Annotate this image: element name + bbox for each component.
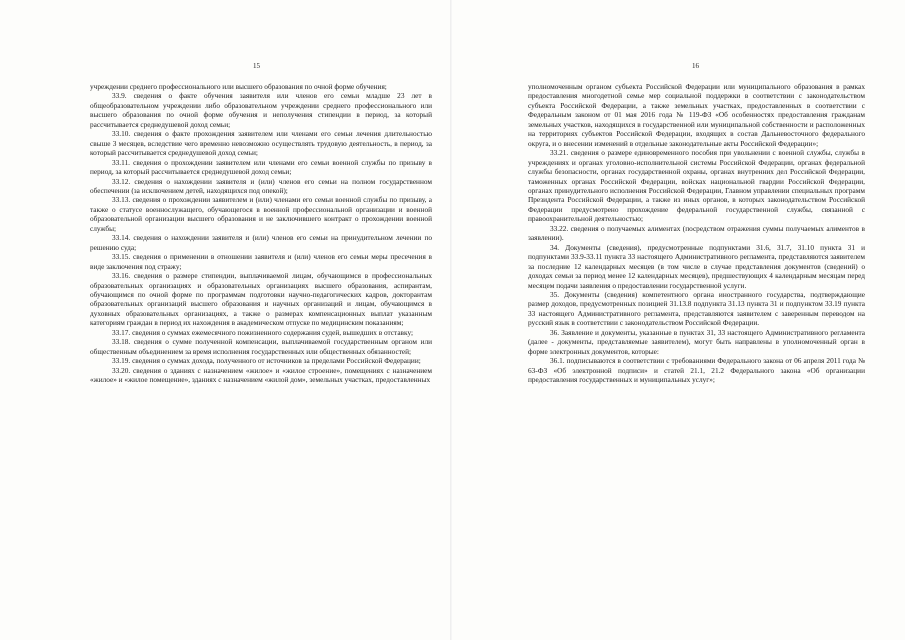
paragraph: 33.19. сведения о суммах дохода, полученного от источников за пределами Российской Федерации; xyxy=(112,356,421,366)
paragraph: 34. Документы (сведения), предусмотренные подпунктами 31.6, 31.7, 31.10 пункта 31 и подпунктами 33.9-33.11 пункта 33 настоящего Административного регламента, представляются заявителем за последние 12 календарных месяцев (в том числе в случае представления документов (сведений) о доходах семьи за период менее 12 календарных месяцев), предшествующих 4 календарным месяцам перед месяцем подачи заявления о предоставлении государственной услуги. xyxy=(528,242,865,290)
page-right xyxy=(452,0,905,640)
paragraph: 33.12. сведения о нахождении заявителя и (или) членов его семьи на полном государственном обеспечении (за исключением детей, находящихся под опекой); xyxy=(90,176,432,195)
paragraph: учреждении среднего профессионального или высшего образования по очной форме обучения; xyxy=(90,82,387,91)
page-body xyxy=(90,82,432,385)
paragraph: 33.20. сведения о зданиях с назначением «жилое» и «жилое строение», помещениях с назначением «жилое» и «жилое помещение», зданиях с назначением «жилой дом», земельных участках, предоставленных xyxy=(90,365,432,385)
paragraph: 33.9. сведения о факте обучения заявителя или членов его семьи младше 23 лет в общеобразовательном учреждении либо образовательном учреждении среднего профессионального или высшего образования по очной форме обучения и неполучения стипендии в период, за который рассчитывается среднедушевой доход семьи; xyxy=(90,91,432,129)
paragraph: 36.1. подписываются в соответствии с требованиями Федерального закона от 06 апреля 2011 года № 63-ФЗ «Об электронной подписи» и статей 21.1, 21.2 Федерального закона «Об организации предоставления государственных и муниципальных услуг»; xyxy=(528,356,865,385)
paragraph: 33.17. сведения о суммах ежемесячного пожизненного содержания судей, вышедших в отставку; xyxy=(112,327,414,337)
paragraph: 33.22. сведения о получаемых алиментах (посредством отражения суммы получаемых алиментов в заявлении). xyxy=(528,223,865,243)
paragraph: 33.16. сведения о размере стипендии, выплачиваемой лицам, обучающимся в профессиональных образовательных организациях и образовательных организациях высшего образования, аспирантам, обучающимся по очной форме по программам подготовки научно-педагогических кадров, докторантам образовательных организаций высшего образования и научных организаций и лицам, обучающимся в духовных образовательных организациях, а также о размерах компенсационных выплат указанным категориям граждан в период их нахождения в академическом отпуске по медицинским показаниям; xyxy=(90,271,432,328)
paragraph: 33.11. сведения о прохождении заявителем или членами его семьи военной службы по призыву в период, за который рассчитывается среднедушевой доход семьи; xyxy=(90,157,432,177)
paragraph: 33.13. сведения о прохождении заявителем и (или) членами его семьи военной службы по призыву, а также о статусе военнослужащего, обучающегося в военной профессиональной организации и военной образовательной организации высшего образования и не заключившего контракт о прохождении военной службы; xyxy=(90,195,432,233)
page-left xyxy=(0,0,452,640)
page-number: 15 xyxy=(253,62,260,70)
page-number: 16 xyxy=(692,62,699,70)
paragraph: 33.10. сведения о факте прохождения заявителем или членами его семьи лечения длительностью свыше 3 месяцев, вследствие чего временно невозможно осуществлять трудовую деятельность, в период, за который рассчитывается среднедушевой доход семьи; xyxy=(90,129,432,158)
paragraph: 33.21. сведения о размере единовременного пособия при увольнении с военной службы, службы в учреждениях и органах уголовно-исполнительной системы Российской Федерации, органах федеральной службы безопасности, органах государственной охраны, органах внутренних дел Российской Федерации, таможенных органах Российской Федерации, войсках национальной гвардии Российской Федерации, органах принудительного исполнения Российской Федерации, Главном управлении специальных программ Президента Российской Федерации, а также из иных органов, в которых законодательством Российской Федерации предусмотрено прохождение федеральной государственной службы, связанной с правоохранительной деятельностью; xyxy=(528,148,865,224)
paragraph: 36. Заявление и документы, указанные в пунктах 31, 33 настоящего Административного регламента (далее - документы, представляемые заявителем), могут быть направлены в уполномоченный орган в форме электронных документов, которые: xyxy=(528,327,865,356)
page-body xyxy=(528,82,865,385)
paragraph: 33.18. сведения о сумме полученной компенсации, выплачиваемой государственным органом или общественным объединением за время исполнения государственных или общественных обязанностей; xyxy=(90,337,432,356)
paragraph: 33.14. сведения о нахождении заявителя и (или) членов его семьи на принудительном лечении по решению суда; xyxy=(90,233,432,252)
paragraph: 35. Документы (сведения) компетентного органа иностранного государства, подтверждающие размер доходов, предусмотренных позицией 31.13.8 подпункта 31.13 пункта 31 и подпунктом 33.19 пункта 33 настоящего Административного регламента, представляются заявителем с заверенным переводом на русский язык в соответствии с законодательством Российской Федерации. xyxy=(528,289,865,328)
paragraph: уполномоченным органом субъекта Российской Федерации или муниципального образования в рамках предоставления многодетной семье мер социальной поддержки в соответствии с законодательством субъекта Российской Федерации, а также земельных участках, предоставленных в соответствии с Федеральным законом от 01 мая 2016 года № 119-ФЗ «Об особенностях предоставления гражданам земельных участков, находящихся в государственной или муниципальной собственности и расположенных на территориях субъектов Российской Федерации, входящих в состав Дальневосточного федерального округа, и о внесении изменений в отдельные законодательные акты Российской Федерации»; xyxy=(528,82,865,148)
paragraph: 33.15. сведения о применении в отношении заявителя и (или) членов его семьи меры пресечения в виде заключения под стражу; xyxy=(90,252,432,271)
